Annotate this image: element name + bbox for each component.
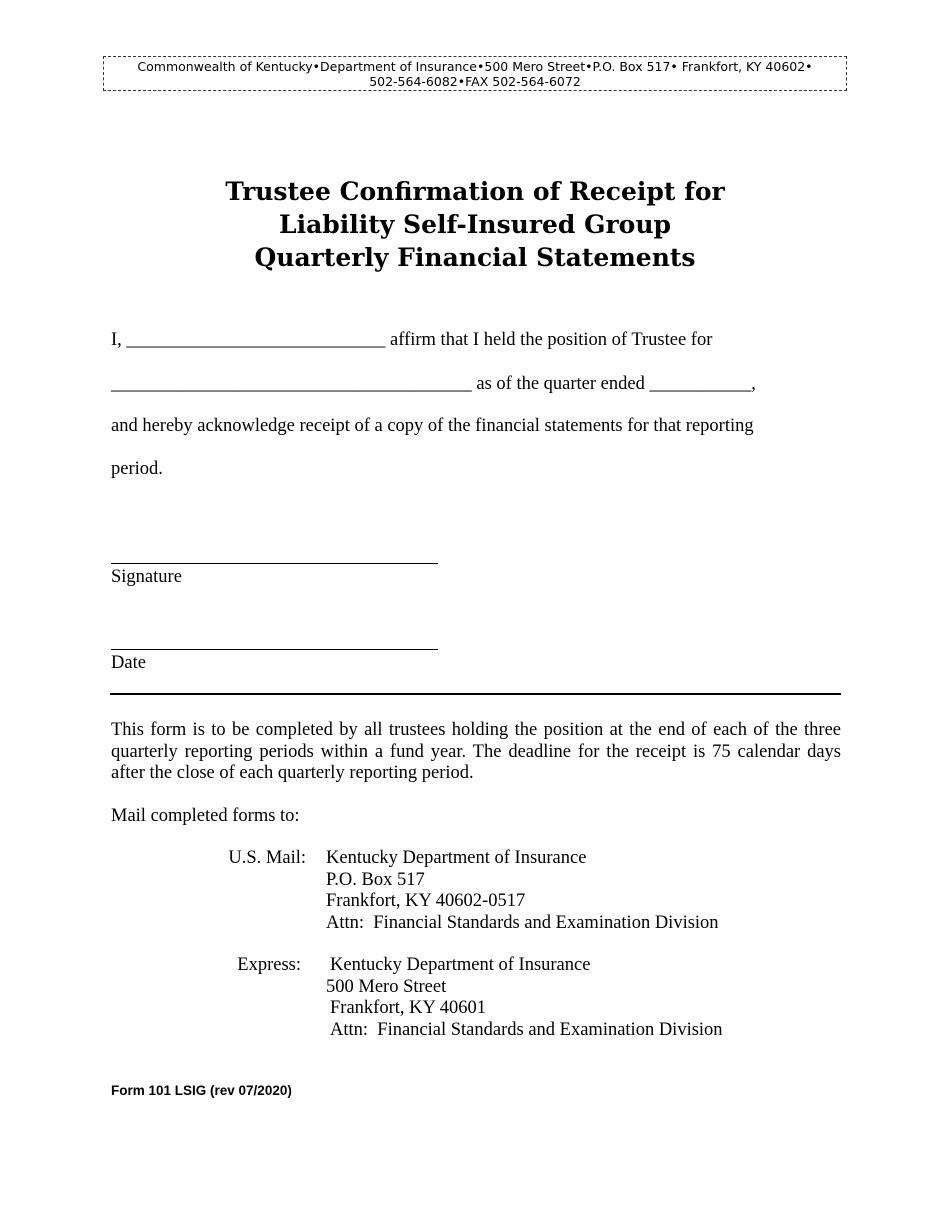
- title-line-1: Trustee Confirmation of Receipt for: [225, 177, 725, 206]
- express-line-3: Frankfort, KY 40601: [330, 998, 487, 1018]
- signature-line: [111, 563, 438, 564]
- letterhead-line-2: 502-564-6082•FAX 502-564-6072: [369, 74, 581, 89]
- express-line-2: 500 Mero Street: [326, 976, 447, 997]
- statement-line-2: _______________________________________ as of the quarter ended ___________,: [111, 374, 756, 394]
- title-line-2: Liability Self-Insured Group: [279, 210, 671, 239]
- us-mail-line-1: Kentucky Department of Insurance: [326, 848, 587, 868]
- statement-line-4: period.: [111, 459, 163, 479]
- signature-label: Signature: [111, 567, 182, 587]
- statement-line-3: and hereby acknowledge receipt of a copy of the financial statements for that reporting: [111, 416, 754, 436]
- express-line-4: Attn: Financial Standards and Examination Division: [330, 1019, 723, 1040]
- express-address: [326, 955, 723, 1041]
- us-mail-line-4: Attn: Financial Standards and Examination Division: [326, 912, 719, 933]
- express-line-1: Kentucky Department of Insurance: [330, 955, 591, 975]
- date-line: [111, 649, 438, 650]
- page-title: [0, 175, 950, 274]
- mail-intro: Mail completed forms to:: [111, 806, 300, 826]
- instructions-paragraph: [111, 720, 841, 785]
- letterhead-line-1: Commonwealth of Kentucky•Department of Insurance•500 Mero Street•P.O. Box 517• Frankfort, KY 40602•: [137, 59, 813, 74]
- date-label: Date: [111, 653, 146, 673]
- us-mail-line-2: P.O. Box 517: [326, 869, 425, 890]
- us-mail-address: [326, 848, 719, 934]
- section-divider: [110, 693, 841, 695]
- express-label: Express:: [237, 955, 301, 975]
- us-mail-line-3: Frankfort, KY 40602-0517: [326, 891, 526, 911]
- us-mail-label: U.S. Mail:: [228, 848, 306, 868]
- instructions-text: This form is to be completed by all trustees holding the position at the end of each of the three quarterly reporting periods within a fund year. The deadline for the receipt is 75 calendar days after the close of each quarterly reporting period.: [111, 720, 841, 783]
- statement-line-1: I, ____________________________ affirm that I held the position of Trustee for: [111, 330, 713, 350]
- letterhead-box: [103, 56, 847, 91]
- title-line-3: Quarterly Financial Statements: [254, 243, 696, 272]
- form-identifier: Form 101 LSIG (rev 07/2020): [111, 1083, 292, 1098]
